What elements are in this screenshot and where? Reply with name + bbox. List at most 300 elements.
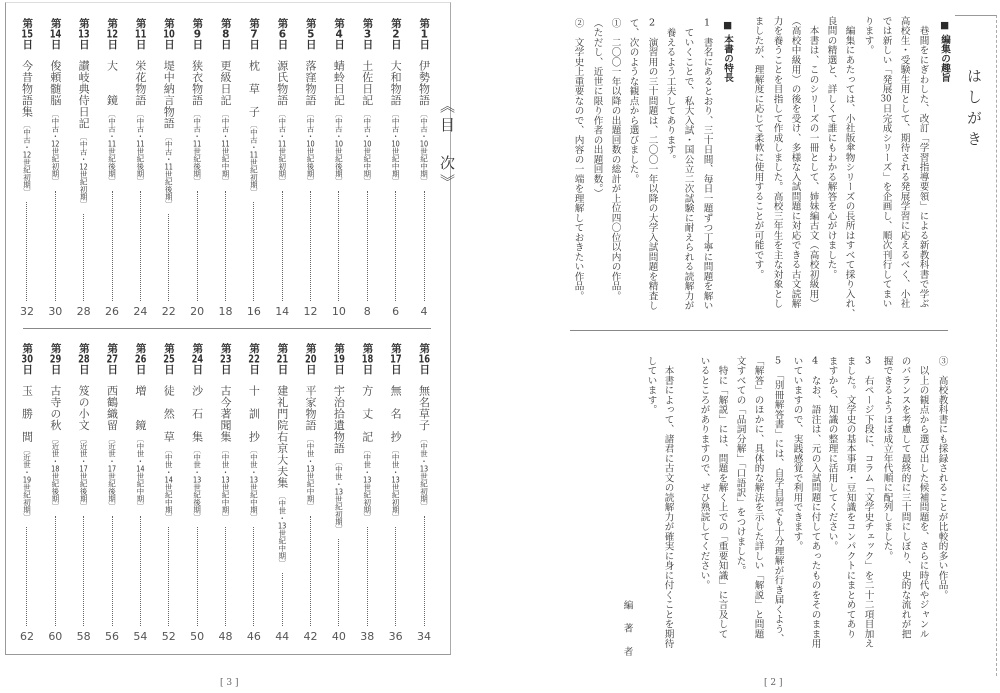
day-suffix: 日 <box>276 364 289 375</box>
day-prefix: 第 <box>219 343 232 354</box>
toc-page-number: 56 <box>105 630 120 643</box>
toc-entry[interactable] <box>131 343 149 643</box>
page-number-left: [ 3 ] <box>220 678 239 688</box>
toc-entry[interactable] <box>75 343 93 643</box>
toc-work-title: 古今著聞集 <box>218 384 232 442</box>
toc-work-title: 土佐日記 <box>360 59 374 106</box>
day-number: 5 <box>307 28 315 39</box>
toc-work-title: 十 訓 抄 <box>247 384 261 442</box>
preface-line: ③ 高校教科書にも採録されることが比較的多い作品。 <box>936 356 948 600</box>
toc-page-number: 36 <box>388 630 403 643</box>
toc-day-label <box>220 18 231 50</box>
dot-leader <box>112 191 113 302</box>
toc-work-title: 栄花物語 <box>133 59 147 106</box>
toc-day-label <box>277 18 288 50</box>
toc-page-number: 6 <box>392 305 400 318</box>
day-suffix: 日 <box>248 39 261 50</box>
toc-day-label <box>419 343 430 375</box>
section-heading: ■ 本書の特長 <box>722 20 733 83</box>
dot-leader <box>197 191 198 302</box>
toc-work-title: 平家物語 <box>304 384 318 431</box>
preface-divider <box>570 330 948 331</box>
section-heading: ■ 編集の趣旨 <box>939 20 950 83</box>
day-number: 23 <box>219 353 232 364</box>
toc-era: 〔中古・12世紀初期〕 <box>22 121 32 196</box>
toc-day-label <box>192 18 203 50</box>
toc-work-title: 堤中納言物語 <box>162 59 176 129</box>
toc-work-title: 建礼門院右京大夫集 <box>275 384 289 488</box>
day-number: 27 <box>106 353 119 364</box>
day-suffix: 日 <box>361 364 374 375</box>
toc-entry[interactable] <box>46 18 64 318</box>
day-suffix: 日 <box>276 39 289 50</box>
toc-page-number: 32 <box>19 305 34 318</box>
day-prefix: 第 <box>49 18 62 29</box>
day-number: 2 <box>392 28 400 39</box>
toc-heading: 《目 次》 <box>438 98 456 193</box>
toc-page-number: 28 <box>76 305 91 318</box>
day-suffix: 日 <box>418 39 431 50</box>
toc-day-label <box>334 18 345 50</box>
toc-entry[interactable] <box>216 343 234 643</box>
toc-entry[interactable] <box>358 343 376 643</box>
day-suffix: 日 <box>333 364 346 375</box>
toc-page-number: 34 <box>417 630 431 643</box>
toc-page-number: 24 <box>133 305 148 318</box>
day-prefix: 第 <box>134 343 147 354</box>
preface-line: 3 右ページ下段に、コラム「文学史チェック」を二十二項目加え <box>862 356 874 649</box>
day-number: 10 <box>163 28 175 39</box>
toc-era: 〔中世・13世紀中期〕 <box>220 446 230 521</box>
toc-day-label <box>192 343 203 375</box>
day-number: 12 <box>106 28 119 39</box>
toc-work-title: 枕 草 子 <box>247 59 261 117</box>
toc-day-label <box>164 343 175 375</box>
day-suffix: 日 <box>418 364 431 375</box>
toc-entry[interactable] <box>330 18 348 318</box>
preface-line: ります。 <box>862 16 874 55</box>
preface-line: 以上の観点から選び出した候補問題を、さらに時代やジャンル <box>917 356 929 639</box>
toc-day-label <box>107 343 118 375</box>
toc-work-title: 宇治拾遺物語 <box>332 384 346 454</box>
preface-line: 巷間をにぎわした、改訂「学習指導要領」による新教科書で学ぶ <box>917 16 929 309</box>
dot-leader <box>26 527 27 626</box>
day-suffix: 日 <box>219 39 232 50</box>
toc-era: 〔中古・10世紀中期〕 <box>391 109 401 185</box>
day-number: 30 <box>21 353 33 364</box>
toc-entry[interactable] <box>131 18 149 318</box>
preface-line: ました。文学史の基本事項・豆知識をコンパクトにまとめてあり <box>844 356 856 639</box>
day-number: 4 <box>335 28 343 39</box>
day-prefix: 第 <box>333 343 346 354</box>
day-number: 9 <box>193 28 202 39</box>
day-suffix: 日 <box>106 364 119 375</box>
toc-entry[interactable] <box>216 18 234 318</box>
dot-leader <box>168 214 169 302</box>
toc-work-title: 讃岐典侍日記 <box>77 59 91 129</box>
day-suffix: 日 <box>248 364 261 375</box>
toc-day-label <box>249 18 260 50</box>
toc-entry[interactable] <box>273 343 291 643</box>
preface-line: 「解答」のほかに、具体的な解法を示した詳しい「解説」と問題 <box>752 356 764 639</box>
dot-leader <box>310 516 311 627</box>
toc-era: 〔中古・11世紀後期〕 <box>192 109 202 185</box>
toc-entry[interactable] <box>245 343 263 643</box>
toc-entry[interactable] <box>75 18 93 318</box>
day-prefix: 第 <box>163 18 175 29</box>
toc-era: 〔中古・11世紀中期〕 <box>220 109 230 185</box>
toc-era: 〔近世・18世紀後期〕 <box>50 434 60 510</box>
toc-page-number: 50 <box>190 630 205 643</box>
day-prefix: 第 <box>418 18 431 29</box>
day-prefix: 第 <box>248 343 261 354</box>
toc-entry[interactable] <box>415 18 433 318</box>
toc-day-label <box>50 18 61 50</box>
toc-era: 〔中世・13世紀初期〕 <box>419 434 429 510</box>
toc-day-label <box>305 343 316 375</box>
day-suffix: 日 <box>333 39 346 50</box>
preface-line: しています。 <box>645 356 657 415</box>
preface-line: ましたが、理解度に応じて柔軟に使用することが可能です。 <box>752 16 764 280</box>
toc-work-title: 沙 石 集 <box>190 384 204 442</box>
preface-line: 握できるようほぼ成立年代順に配列しました。 <box>881 356 893 561</box>
toc-work-title: 俊頼髄脳 <box>48 59 62 106</box>
dot-leader <box>424 516 425 627</box>
day-number: 26 <box>134 353 147 364</box>
toc-day-label <box>135 18 146 50</box>
day-prefix: 第 <box>276 343 289 354</box>
day-number: 1 <box>420 28 428 39</box>
preface-line: いていますので、実践感覚で利用できます。 <box>791 356 803 551</box>
day-number: 3 <box>363 28 372 39</box>
dot-leader <box>55 191 56 302</box>
toc-work-title: 大和物語 <box>389 59 403 106</box>
toc-era: 〔中古・11世紀初期〕 <box>249 121 259 196</box>
preface-line: （ただし、近世に限り作者の出題回数。） <box>591 18 603 199</box>
dot-leader <box>338 539 339 627</box>
preface-line: ② 文学史上重要なので、内容の一端を理解しておきたい作品。 <box>572 18 584 301</box>
dot-leader <box>395 527 396 626</box>
toc-day-label <box>362 18 373 50</box>
day-suffix: 日 <box>163 39 175 50</box>
day-suffix: 日 <box>49 364 62 375</box>
toc-page-number: 26 <box>105 305 120 318</box>
day-suffix: 日 <box>389 39 402 50</box>
toc-day-label <box>249 343 260 375</box>
day-number: 22 <box>248 353 260 364</box>
preface-line: 力を養うことを目指して作成しました。高校三年生を主な対象とし <box>771 16 783 309</box>
day-prefix: 第 <box>276 18 289 29</box>
day-number: 11 <box>134 28 147 39</box>
toc-entry[interactable] <box>330 343 348 643</box>
preface-line: 編集にあたっては、小社版傘物シリーズの長所はすべて採り入れ、 <box>843 16 855 319</box>
toc-day-label <box>334 343 345 375</box>
toc-day-label <box>22 343 33 375</box>
author-credit: 編 著 者 <box>621 600 633 658</box>
toc-era: 〔中古・11世紀後期〕 <box>107 109 117 185</box>
day-number: 6 <box>278 28 287 39</box>
toc-entry[interactable] <box>358 18 376 318</box>
toc-entry[interactable] <box>415 343 433 643</box>
toc-day-label <box>107 18 118 50</box>
toc-era: 〔中古・10世紀後期〕 <box>334 109 344 185</box>
day-prefix: 第 <box>134 18 147 29</box>
dot-leader <box>26 202 27 301</box>
day-suffix: 日 <box>191 39 204 50</box>
toc-entry[interactable] <box>273 18 291 318</box>
day-suffix: 日 <box>163 364 175 375</box>
day-suffix: 日 <box>49 39 62 50</box>
day-number: 13 <box>78 28 90 39</box>
toc-era: 〔中世・13世紀中期〕 <box>249 446 259 521</box>
toc-work-title: 古寺の秋 <box>48 384 62 431</box>
toc-page-number: 16 <box>246 305 261 318</box>
day-suffix: 日 <box>106 39 119 50</box>
dot-leader <box>282 573 283 626</box>
toc-day-label <box>277 343 288 375</box>
toc-page-number: 46 <box>246 630 261 643</box>
day-number: 14 <box>49 28 62 39</box>
dot-leader <box>225 527 226 626</box>
toc-page-number: 20 <box>190 305 205 318</box>
toc-page-number: 22 <box>161 305 176 318</box>
toc-day-label <box>390 343 401 375</box>
dot-leader <box>367 527 368 626</box>
toc-era: 〔中古・10世紀中期〕 <box>419 109 429 185</box>
day-number: 16 <box>418 353 431 364</box>
dot-leader <box>83 516 84 627</box>
day-suffix: 日 <box>191 364 204 375</box>
toc-page-number: 10 <box>331 305 346 318</box>
toc-era: 〔中世・14世紀中期〕 <box>164 446 174 521</box>
page-number-right: [ 2 ] <box>764 678 783 688</box>
toc-page-number: 40 <box>331 630 346 643</box>
toc-page-number: 8 <box>363 305 371 318</box>
toc-divider <box>23 328 431 329</box>
preface-line: 養えるよう工夫してあります。 <box>664 18 676 165</box>
day-prefix: 第 <box>21 18 34 29</box>
day-suffix: 日 <box>219 364 232 375</box>
toc-work-title: 狭衣物語 <box>190 59 204 106</box>
toc-entry[interactable] <box>387 343 405 643</box>
toc-page-number: 60 <box>48 630 63 643</box>
toc-page-number: 44 <box>275 630 290 643</box>
toc-work-title: 無名草子 <box>417 384 431 431</box>
toc-day-label <box>78 343 89 375</box>
toc-era: 〔中世・13世紀初期〕 <box>391 446 401 521</box>
preface-line: 文すべての「品詞分解」「口語訳」をつけました。 <box>734 356 746 576</box>
toc-entry[interactable] <box>302 343 320 643</box>
day-number: 8 <box>222 28 230 39</box>
toc-era: 〔中世・13世紀後期〕 <box>192 446 202 521</box>
toc-work-title: 方 丈 記 <box>360 384 374 442</box>
day-suffix: 日 <box>304 364 317 375</box>
day-prefix: 第 <box>191 343 204 354</box>
dot-leader <box>55 516 56 627</box>
toc-work-title: 増 鏡 <box>133 384 147 431</box>
day-number: 19 <box>333 353 345 364</box>
toc-page-number: 30 <box>48 305 63 318</box>
day-suffix: 日 <box>389 364 402 375</box>
dot-leader <box>168 527 169 626</box>
toc-entry[interactable] <box>188 343 206 643</box>
day-number: 21 <box>276 353 289 364</box>
toc-entry[interactable] <box>188 18 206 318</box>
preface-line: 4 なお、語注は、元の入試問題に付してあったものをそのまま用 <box>809 356 821 649</box>
toc-entry[interactable] <box>160 18 178 318</box>
day-number: 24 <box>191 353 204 364</box>
dot-leader <box>225 191 226 302</box>
day-suffix: 日 <box>77 364 90 375</box>
preface-line: では新しい「発展30日完成シリーズ」を企画し、順次刊行してまい <box>880 16 892 309</box>
toc-era: 〔中世・13世紀初期〕 <box>362 446 372 521</box>
dot-leader <box>310 191 311 302</box>
toc-entry[interactable] <box>160 343 178 643</box>
toc-work-title: 玉 勝 間 <box>20 384 34 442</box>
dot-leader <box>395 191 396 302</box>
day-number: 15 <box>21 28 33 39</box>
preface-line: 高校生・受験生用として、期待される発展学習に応えるべく、小社 <box>898 16 910 309</box>
preface-line: 1 書名にあるとおり、三十日間、毎日一題ずつ丁寧に問題を解い <box>701 18 713 311</box>
toc-era: 〔中古・12世紀初期〕 <box>50 109 60 185</box>
day-number: 29 <box>49 353 62 364</box>
toc-page-number: 18 <box>218 305 233 318</box>
preface-line: （高校中級用）の後を受け、多様な入試問題に対応できる古文読解 <box>789 16 801 309</box>
preface-line: 2 演習用の三十問題は、二〇〇一年以降の大学入試問題を精査し <box>646 18 658 311</box>
day-suffix: 日 <box>304 39 317 50</box>
day-prefix: 第 <box>333 18 346 29</box>
dot-leader <box>140 191 141 302</box>
day-number: 28 <box>78 353 90 364</box>
day-prefix: 第 <box>418 343 431 354</box>
toc-page-number: 42 <box>303 630 318 643</box>
toc-entry[interactable] <box>103 343 121 643</box>
toc-work-title: 落窪物語 <box>304 59 318 106</box>
day-prefix: 第 <box>163 343 175 354</box>
toc-era: 〔中世・14世紀中期〕 <box>135 434 145 510</box>
toc-entry[interactable] <box>46 343 64 643</box>
day-suffix: 日 <box>134 39 147 50</box>
toc-page-number: 52 <box>161 630 176 643</box>
day-suffix: 日 <box>77 39 90 50</box>
toc-work-title: 大 鏡 <box>105 59 119 106</box>
toc-day-label <box>22 18 33 50</box>
dot-leader <box>424 191 425 302</box>
toc-page-number: 4 <box>420 305 428 318</box>
day-prefix: 第 <box>106 18 119 29</box>
dot-leader <box>140 516 141 627</box>
toc-day-label <box>390 18 401 50</box>
toc-day-label <box>419 18 430 50</box>
toc-era: 〔近世・19世紀初期〕 <box>22 446 32 521</box>
toc-entry[interactable] <box>302 18 320 318</box>
dot-leader <box>197 527 198 626</box>
day-prefix: 第 <box>389 343 402 354</box>
day-number: 25 <box>163 353 175 364</box>
toc-work-title: 笈の小文 <box>77 384 91 431</box>
toc-page-number: 62 <box>19 630 34 643</box>
day-prefix: 第 <box>77 18 90 29</box>
preface-line: いるところがありますので、ぜひ熟読してください。 <box>698 356 710 590</box>
toc-day-label <box>135 343 146 375</box>
day-prefix: 第 <box>77 343 90 354</box>
toc-work-title: 更級日記 <box>218 59 232 106</box>
preface-line: 本書によって、諸君に古文の読解力が確実に身に付くことを期待 <box>662 356 674 649</box>
day-prefix: 第 <box>106 343 119 354</box>
toc-work-title: 徒 然 草 <box>162 384 176 442</box>
toc-era: 〔中古・11世紀初期〕 <box>277 109 287 185</box>
dot-leader <box>338 191 339 302</box>
toc-entry[interactable] <box>18 343 36 643</box>
toc-page-number: 12 <box>303 305 318 318</box>
toc-page-number: 54 <box>133 630 148 643</box>
toc-work-title: 西鶴織留 <box>105 384 119 431</box>
day-suffix: 日 <box>21 39 34 50</box>
dot-leader <box>282 191 283 302</box>
toc-era: 〔近世・17世紀後期〕 <box>107 434 117 510</box>
day-prefix: 第 <box>219 18 232 29</box>
toc-day-label <box>220 343 231 375</box>
day-number: 20 <box>305 353 317 364</box>
preface-title: はしがき <box>965 68 983 152</box>
dot-leader <box>253 202 254 301</box>
toc-page-number: 38 <box>360 630 375 643</box>
day-prefix: 第 <box>191 18 204 29</box>
preface-line: て、次のような観点から選びました。 <box>627 18 639 184</box>
toc-entry[interactable] <box>18 18 36 318</box>
preface-line: ① 二〇〇一年以降の出題回数の総計が上位四〇位以内の作品。 <box>609 18 621 301</box>
toc-work-title: 源氏物語 <box>275 59 289 106</box>
toc-page-number: 48 <box>218 630 233 643</box>
toc-day-label <box>362 343 373 375</box>
day-number: 17 <box>390 353 402 364</box>
toc-work-title: 今昔物語集 <box>20 59 34 117</box>
day-prefix: 第 <box>304 18 317 29</box>
toc-era: 〔近世・17世紀後期〕 <box>79 434 89 510</box>
day-prefix: 第 <box>49 343 62 354</box>
preface-line: ていくことで、私大入試・国公立二次試験に耐えられる読解力が <box>682 18 694 311</box>
toc-era: 〔中古・11世紀後期〕 <box>164 132 174 208</box>
day-number: 18 <box>361 353 374 364</box>
day-prefix: 第 <box>21 343 34 354</box>
preface-line: ますから、知識の整理に活用してください。 <box>826 356 838 551</box>
toc-work-title: 蜻蛉日記 <box>332 59 346 106</box>
toc-work-title: 無 名 抄 <box>389 384 403 442</box>
toc-era: 〔中古・10世紀後期〕 <box>306 109 316 185</box>
preface-line: のバランスを考慮して最終的に三十問にしぼり、史的な流れが把 <box>899 356 911 639</box>
day-suffix: 日 <box>134 364 147 375</box>
toc-era: 〔中世・13世紀中期〕 <box>306 434 316 510</box>
toc-era: 〔中古・10世紀中期〕 <box>362 109 372 185</box>
toc-day-label <box>50 343 61 375</box>
dot-leader <box>253 527 254 626</box>
preface-line: 特に「解説」には、問題を解く上での「重要知識」に言及して <box>716 356 728 639</box>
dot-leader <box>83 214 84 302</box>
toc-entry[interactable] <box>387 18 405 318</box>
toc-day-label <box>305 18 316 50</box>
day-prefix: 第 <box>361 18 374 29</box>
toc-entry[interactable] <box>245 18 263 318</box>
toc-era: 〔中世・13世紀中期〕 <box>277 492 287 567</box>
dot-leader <box>367 191 368 302</box>
day-suffix: 日 <box>361 39 374 50</box>
day-prefix: 第 <box>361 343 374 354</box>
preface-line: 良問の精選と、詳しくて誰にもわかる解答を心がけました。 <box>825 16 837 280</box>
toc-work-title: 伊勢物語 <box>417 59 431 106</box>
toc-era: 〔中古・12世紀初期〕 <box>79 132 89 208</box>
toc-era: 〔中世・13世紀初期〕 <box>334 457 344 533</box>
toc-entry[interactable] <box>103 18 121 318</box>
